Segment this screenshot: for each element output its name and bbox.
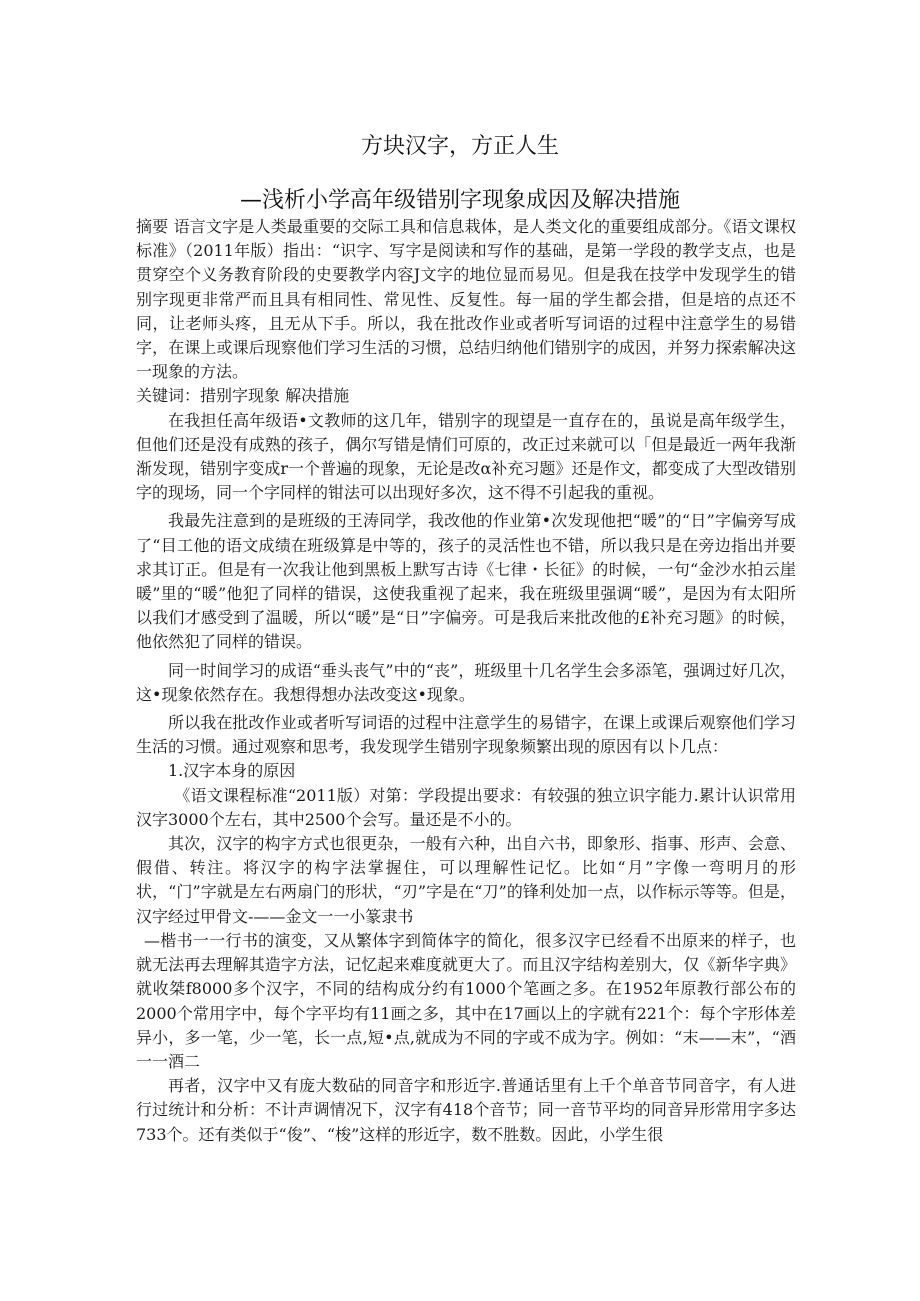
- abstract-paragraph: 摘要 语言文字是人类最重要的交际工具和信息栽体，是人类文化的重要组成部分。《语文课权标准》（2011年版）指出：“识字、写字是阅读和写作的基础，是第一学段的教学支点，也是贯穿空个义务教育阶段的史要教学内容J文字的地位显而易见。但是我在技学中发现学生的错别字现更非常严而且具有相同性、常见性、反复性。每一届的学生都会措，但是培的点还不同，让老师头疼，且无从下手。所以，我在批改作业或者听写词语的过程中注意学生的易错字，在课上或课后现察他们学习生活的习惯，总结归纳他们错别字的成因，并努力探索解决这一现象的方法。: [136, 217, 796, 382]
- document-body: [136, 215, 796, 1147]
- document-title: 方块汉字，方正人生: [360, 134, 559, 159]
- section-heading: 1.汉字本身的原因: [168, 761, 296, 781]
- body-paragraph: 在我担任高年级语•文教师的这几年，错别字的现望是一直存在的，虽说是高年级学生，但他们还是没有成熟的孩子，偶尔写错是情们可原的，改正过来就可以「但是最近一两年我渐渐发现，错别字变成r一个普遍的现象，无论是改α补充习题》还是作文，都变成了大型改错别字的现场，同一个字同样的钳法可以出现好多次，这不得不引起我的重视。: [136, 410, 796, 503]
- keywords-line: 关键词：措别字现象 解决措施: [136, 386, 350, 406]
- body-paragraph: 同一时间学习的成语“垂头丧气”中的“丧”，班级里十几名学生会多添笔，强调过好几次，这•现象依然存在。我想得想办法改变这•现象。: [136, 660, 796, 704]
- body-paragraph: 再者，汉字中又有庞大数砧的同音字和形近字.普通话里有上千个单音节同音字，有人进行过统计和分析：不计声调情况下，汉字有418个音节；同一音节平均的同音异形常用字多达733个。还有类似于“俊”、“梭”这样的形近字，数不胜数。因此，小学生很: [136, 1076, 796, 1144]
- body-paragraph: —楷书一一行书的演变，又从繁体字到简体字的简化，很多汉字已经看不出原来的样子，也就无法再去理解其造字方法，记忆起来难度就更大了。而且汉字结构差别大，仅《新华字典》就收桀f8000多个汉字，不同的结构成分约有1000个笔画之多。在1952年原教行部公布的2000个常用字中，每个字平均有11画之多，其中在17画以上的字就有221个：每个字形体差异小，多一笔，少一笔，长一点,短•点,就成为不同的字或不成为字。例如：“末——末”，“酒一一酒二: [136, 930, 796, 1071]
- body-paragraph: 我最先注意到的是班级的王涛同学，我改他的作业第•次发现他把“暖”的“日”字偏旁写成了“目工他的语文成绩在班级算是中等的，孩子的灵活性也不错，所以我只是在旁边指出并要求其订正。但是有一次我让他到黑板上默写古诗《七律・长征》的时候，一句“金沙水拍云崖暖”里的“暖”他犯了同样的错误，这使我重视了起来，我在班级里强调“暖”，是因为有太阳所以我们才感受到了温暖，所以“暖”是“日”字偏旁。可是我后来批改他的£补充习题》的时候，他依然犯了同样的错误。: [136, 511, 796, 652]
- body-paragraph: 《语文课程标准“2011版）对第：学段提出要求：有较强的独立识字能力.累计认识常用汉字3000个左右，其中2500个会写。量还是不小的。: [136, 785, 796, 829]
- body-paragraph: 其次，汉字的构字方式也很更杂，一般有六种，出自六书，即象形、指事、形声、会意、假借、转注。将汉字的构字法掌握住，可以理解性记忆。比如“月”字像一弯明月的形状，“门”字就是左右两扇门的形状，“刃”字是在“刀”的锋利处加一点，以作标示等等。但是，汉字经过甲骨文-——金文一一小篆隶书: [136, 834, 796, 926]
- document-subtitle: —浅析小学高年级错别字现象成因及解决措施: [239, 188, 680, 213]
- body-paragraph: 所以我在批改作业或者听写词语的过程中注意学生的易错字，在课上或课后观察他们学习生活的习惯。通过观察和思考，我发现学生错别字现象频繁出现的原因有以卜几点：: [136, 713, 796, 757]
